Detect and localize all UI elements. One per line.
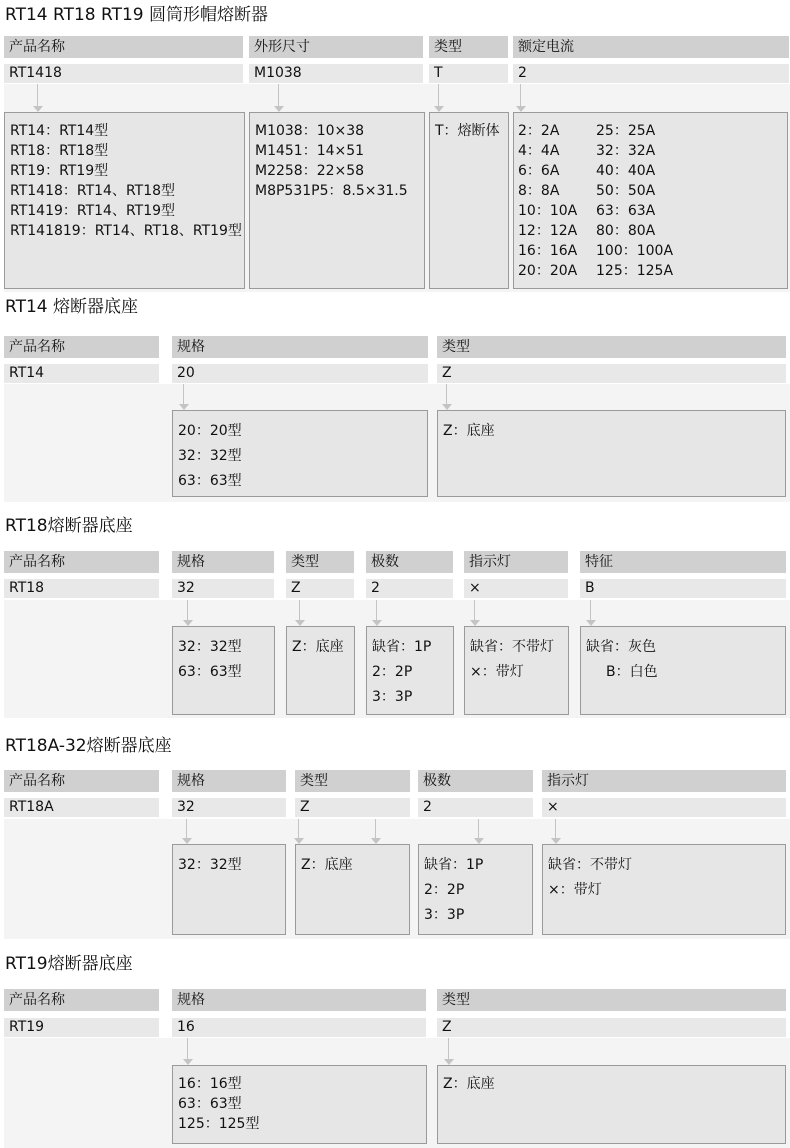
header-type: 类型 — [437, 336, 786, 358]
value-type: Z — [437, 1018, 786, 1037]
option-line: 缺省：1P — [372, 639, 432, 655]
option-line: Z：底座 — [443, 423, 495, 439]
option-box-spec — [172, 626, 275, 715]
option-box-rated-current — [513, 112, 788, 289]
header-spec: 规格 — [172, 989, 426, 1011]
option-box-spec — [172, 1065, 427, 1144]
option-box-type — [437, 410, 786, 497]
option-line: RT19：RT19型 — [10, 163, 109, 179]
option-line: 缺省：灰色 — [586, 639, 656, 655]
option-box-indicator — [464, 626, 569, 715]
option-line: 3：3P — [372, 689, 413, 705]
header-poles: 极数 — [366, 551, 453, 573]
option-line: 125：125型 — [178, 1116, 260, 1132]
header-rated-current: 额定电流 — [513, 36, 789, 58]
value-product-name: RT19 — [4, 1018, 159, 1037]
option-line: RT18：RT18型 — [10, 143, 109, 159]
option-box-type — [295, 844, 410, 935]
option-line: 20：20型 — [178, 423, 242, 439]
option-line: RT141819：RT14、RT18、RT19型 — [10, 223, 242, 239]
option-line: 20：20A — [518, 263, 578, 279]
header-feature: 特征 — [580, 551, 786, 573]
option-box-type — [437, 1065, 786, 1144]
header-product-name: 产品名称 — [4, 336, 159, 358]
value-indicator: × — [542, 798, 786, 817]
option-line: 缺省：不带灯 — [548, 857, 632, 873]
value-type: Z — [286, 579, 354, 598]
section-title: RT19熔断器底座 — [5, 954, 133, 974]
option-line: 缺省：1P — [424, 857, 484, 873]
arrow-down-icon — [443, 1038, 455, 1065]
value-type: Z — [295, 798, 410, 817]
option-line: 63：63型 — [178, 664, 242, 680]
option-line: 32：32A — [596, 143, 656, 159]
current-grid — [518, 121, 787, 281]
value-product-name: RT18A — [4, 798, 159, 817]
arrow-down-icon — [515, 84, 527, 112]
option-box-product-name — [4, 112, 245, 289]
value-type: T — [429, 64, 508, 83]
section-title: RT14 熔断器底座 — [5, 297, 138, 317]
option-line: 3：3P — [424, 907, 465, 923]
option-line: 63：63型 — [178, 473, 242, 489]
option-line: 63：63A — [596, 203, 656, 219]
option-line: Z：底座 — [292, 639, 344, 655]
option-box-spec — [172, 844, 286, 935]
arrow-down-icon — [371, 600, 383, 626]
option-line: 32：32型 — [178, 639, 242, 655]
option-line: 32：32型 — [178, 448, 242, 464]
option-box-indicator — [542, 844, 786, 935]
option-line: RT1418：RT14、RT18型 — [10, 183, 176, 199]
option-line: 4：4A — [518, 143, 560, 159]
value-indicator: × — [464, 579, 568, 598]
option-line: 16：16A — [518, 243, 578, 259]
option-line: RT14：RT14型 — [10, 123, 109, 139]
option-line: M2258：22×58 — [255, 163, 365, 179]
section-title: RT18A-32熔断器底座 — [5, 736, 172, 756]
value-product-name: RT14 — [4, 364, 159, 383]
option-line: ×：带灯 — [548, 882, 602, 898]
option-line: 25：25A — [596, 123, 656, 139]
header-product-name: 产品名称 — [4, 770, 159, 792]
arrow-down-icon — [181, 819, 193, 844]
arrow-down-icon — [441, 384, 453, 410]
arrow-down-icon — [370, 819, 382, 844]
arrow-down-icon — [182, 600, 194, 626]
option-line: Z：底座 — [443, 1076, 495, 1092]
option-line: 40：40A — [596, 163, 656, 179]
value-dimensions: M1038 — [249, 64, 423, 83]
header-indicator: 指示灯 — [464, 551, 568, 573]
option-box-dimensions — [249, 112, 425, 289]
arrow-down-icon — [294, 600, 306, 626]
arrow-down-icon — [293, 819, 305, 844]
arrow-down-icon — [433, 84, 445, 112]
arrow-down-icon — [585, 600, 597, 626]
header-spec: 规格 — [172, 770, 286, 792]
arrow-down-icon — [469, 600, 481, 626]
header-indicator: 指示灯 — [542, 770, 786, 792]
option-line: Z：底座 — [301, 857, 353, 873]
option-box-poles — [366, 626, 454, 715]
header-poles: 极数 — [418, 770, 533, 792]
option-line: 12：12A — [518, 223, 578, 239]
option-line: 50：50A — [596, 183, 656, 199]
arrow-down-icon — [32, 84, 44, 112]
option-line: 2：2A — [518, 123, 560, 139]
value-product-name: RT18 — [4, 579, 159, 598]
option-line: 8：8A — [518, 183, 560, 199]
option-line: RT1419：RT14、RT19型 — [10, 203, 176, 219]
option-line: 2：2P — [424, 882, 465, 898]
section-title: RT14 RT18 RT19 圆筒形帽熔断器 — [5, 5, 268, 25]
option-line: 缺省：不带灯 — [470, 639, 554, 655]
value-spec: 20 — [172, 364, 428, 383]
option-box-type — [286, 626, 355, 715]
option-line: 80：80A — [596, 223, 656, 239]
option-line: 16：16型 — [178, 1076, 242, 1092]
value-poles: 2 — [366, 579, 453, 598]
option-box-spec — [172, 410, 428, 497]
header-product-name: 产品名称 — [4, 989, 159, 1011]
header-product-name: 产品名称 — [4, 36, 243, 58]
arrow-down-icon — [178, 384, 190, 410]
section-title: RT18熔断器底座 — [5, 516, 133, 536]
value-spec: 32 — [172, 798, 286, 817]
option-line: 63：63型 — [178, 1096, 242, 1112]
option-line: M1451：14×51 — [255, 143, 365, 159]
value-feature: B — [580, 579, 786, 598]
arrow-down-icon — [273, 84, 285, 112]
arrow-down-icon — [473, 819, 485, 844]
value-spec: 16 — [172, 1018, 426, 1037]
option-line: 100：100A — [596, 243, 674, 259]
header-type: 类型 — [295, 770, 410, 792]
option-box-type — [429, 112, 509, 289]
option-line: B：白色 — [606, 664, 658, 680]
header-product-name: 产品名称 — [4, 551, 159, 573]
arrow-down-icon — [550, 819, 562, 844]
option-box-feature — [580, 626, 786, 715]
option-line: T：熔断体 — [435, 123, 500, 139]
value-spec: 32 — [172, 579, 274, 598]
header-dimensions: 外形尺寸 — [249, 36, 423, 58]
option-line: 125：125A — [596, 263, 674, 279]
header-type: 类型 — [437, 989, 786, 1011]
option-line: ×：带灯 — [470, 664, 524, 680]
value-poles: 2 — [418, 798, 533, 817]
option-line: M1038：10×38 — [255, 123, 365, 139]
option-line: M8P531P5：8.5×31.5 — [255, 183, 408, 199]
option-line: 2：2P — [372, 664, 413, 680]
option-box-poles — [418, 844, 533, 935]
arrow-down-icon — [182, 1038, 194, 1065]
header-spec: 规格 — [172, 336, 428, 358]
option-line: 6：6A — [518, 163, 560, 179]
header-type: 类型 — [429, 36, 508, 58]
option-line: 32：32型 — [178, 857, 242, 873]
header-spec: 规格 — [172, 551, 274, 573]
header-type: 类型 — [286, 551, 354, 573]
value-type: Z — [437, 364, 786, 383]
value-rated-current: 2 — [513, 64, 789, 83]
option-line: 10：10A — [518, 203, 578, 219]
value-product-name: RT1418 — [4, 64, 243, 83]
